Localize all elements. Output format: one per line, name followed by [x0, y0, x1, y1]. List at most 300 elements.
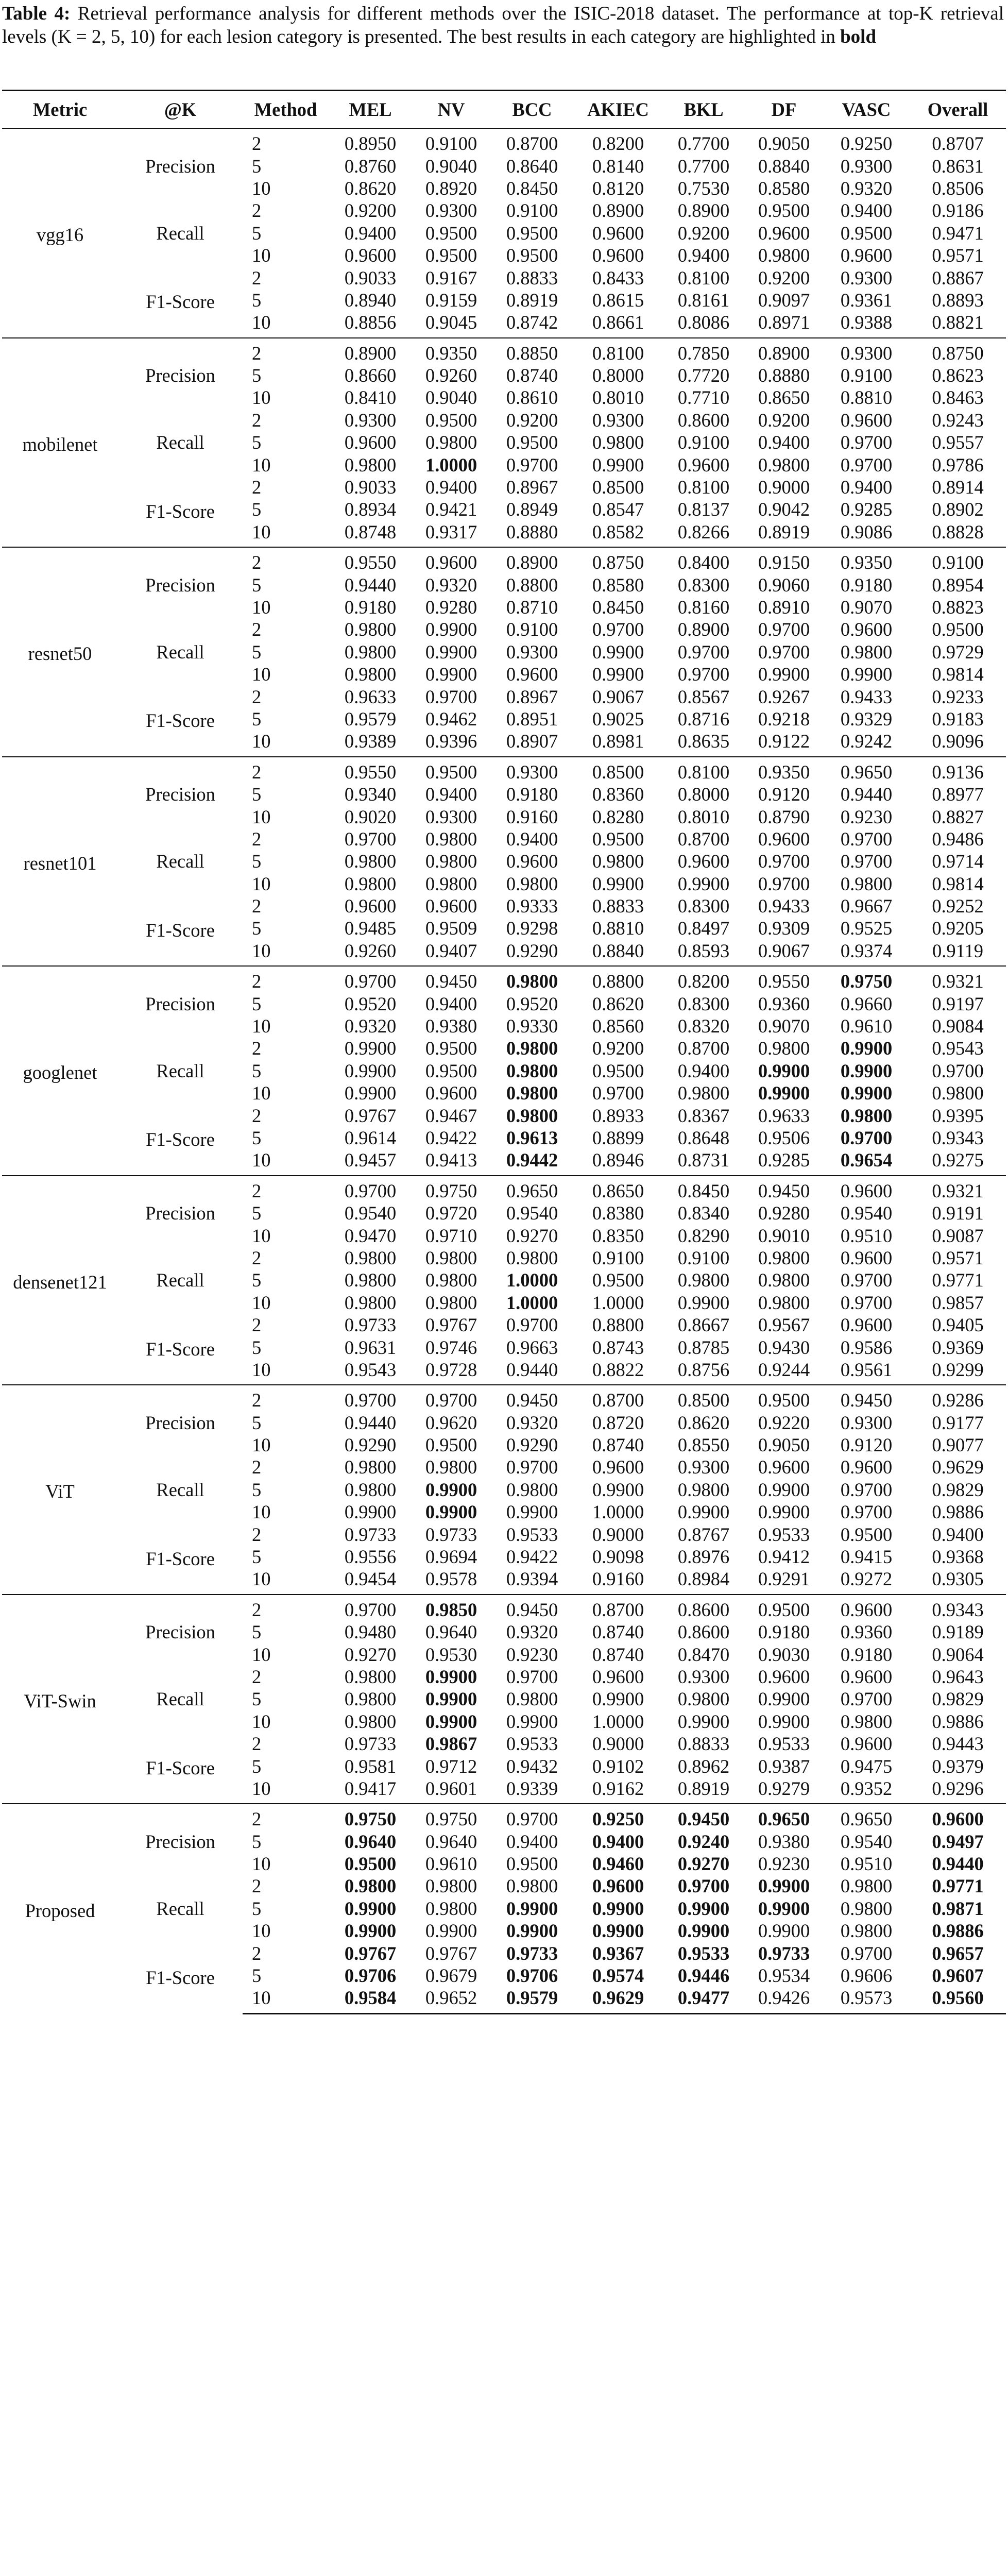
k-value: 2 [243, 1385, 329, 1411]
table-cell: 0.9500 [425, 245, 477, 266]
table-cell: 0.8823 [932, 597, 984, 618]
table-cell: 0.9600 [677, 851, 730, 872]
table-cell: 0.9413 [425, 1149, 477, 1171]
method-name: Proposed [2, 1804, 118, 2013]
table-cell: 0.8700 [677, 828, 730, 850]
table-cell: 0.9440 [932, 1853, 984, 1875]
table-cell: 0.9600 [840, 1247, 893, 1268]
table-cell: 0.9643 [932, 1666, 984, 1687]
table-cell: 0.9663 [506, 1336, 558, 1358]
table-cell: 0.9320 [344, 1015, 397, 1037]
table-row [2, 338, 1006, 364]
table-cell: 0.8100 [574, 338, 662, 364]
table-cell: 0.9573 [823, 1987, 910, 2013]
table-cell: 0.9800 [506, 873, 558, 894]
table-cell: 0.9500 [425, 409, 477, 431]
table-cell: 0.8840 [592, 940, 644, 961]
table-cell: 0.9300 [840, 267, 893, 289]
table-cell: 0.9900 [592, 1897, 644, 1919]
table-cell: 0.9700 [932, 1060, 984, 1081]
table-cell: 0.9700 [840, 1501, 893, 1523]
table-cell: 0.8967 [506, 686, 558, 707]
table-cell: 0.9700 [840, 828, 893, 850]
table-cell: 0.9900 [758, 1082, 810, 1104]
table-cell: 0.9025 [592, 708, 644, 730]
table-cell: 0.9000 [592, 1523, 644, 1545]
table-cell: 0.8661 [592, 312, 644, 333]
table-cell: 0.9097 [758, 289, 810, 311]
table-cell: 0.9800 [344, 1479, 397, 1500]
table-cell: 0.8010 [592, 387, 644, 409]
table-cell: 0.7850 [662, 338, 745, 364]
header-method: Method [243, 91, 329, 129]
table-cell: 0.9700 [592, 1082, 644, 1104]
table-cell: 0.8580 [592, 574, 644, 596]
table-cell: 0.9477 [662, 1987, 745, 2013]
table-cell: 0.9574 [592, 1965, 644, 1987]
table-cell: 0.9040 [425, 155, 477, 177]
table-cell: 0.9900 [425, 1920, 477, 1942]
table-cell: 0.9600 [412, 547, 490, 573]
metric-label: Precision [118, 547, 243, 618]
table-cell: 0.9600 [840, 1456, 893, 1478]
table-cell: 0.9300 [840, 1412, 893, 1433]
table-cell: 0.9700 [758, 851, 810, 872]
table-cell: 0.9540 [840, 1202, 893, 1224]
table-row [2, 757, 1006, 783]
table-cell: 0.9610 [425, 1853, 477, 1875]
table-cell: 0.9900 [592, 1479, 644, 1500]
table-cell: 0.9557 [932, 432, 984, 453]
table-cell: 0.8720 [592, 1412, 644, 1433]
k-value: 2 [252, 619, 262, 640]
table-cell: 0.8010 [677, 806, 730, 827]
header-k: @K [118, 91, 243, 129]
table-cell: 0.9450 [823, 1385, 910, 1411]
table-cell: 1.0000 [425, 454, 477, 476]
table-cell: 0.7700 [677, 133, 730, 155]
k-value: 10 [252, 1920, 271, 1942]
table-cell: 0.8560 [592, 1015, 644, 1037]
table-cell: 0.9800 [425, 1456, 477, 1478]
table-cell: 0.9771 [932, 1269, 984, 1291]
table-cell: 0.8660 [344, 365, 397, 386]
table-cell: 0.9700 [506, 1456, 558, 1478]
table-cell: 0.8750 [574, 547, 662, 573]
table-cell: 0.9042 [758, 499, 810, 520]
table-cell: 0.9700 [425, 686, 477, 707]
k-value: 5 [252, 1060, 262, 1081]
table-cell: 0.9470 [344, 1225, 397, 1246]
metric-label: Recall [156, 851, 204, 872]
table-cell: 0.9700 [758, 641, 810, 663]
table-cell: 0.8748 [344, 521, 397, 543]
table-cell: 0.8506 [932, 177, 984, 199]
table-cell: 0.9250 [574, 1804, 662, 1830]
table-cell: 0.9652 [412, 1987, 490, 2013]
table-cell: 0.9450 [662, 1804, 745, 1830]
table-cell: 0.8899 [592, 1127, 644, 1148]
k-value: 10 [252, 1225, 271, 1246]
table-cell: 0.9654 [840, 1149, 893, 1171]
k-value: 2 [252, 1875, 262, 1897]
table-cell: 0.9800 [344, 1710, 397, 1732]
table-cell: 0.9300 [506, 641, 558, 663]
table-cell: 0.9900 [344, 1038, 397, 1059]
method-group [2, 547, 1006, 757]
table-cell: 0.8767 [677, 1523, 730, 1545]
method-group [2, 1595, 1006, 1804]
metric-label: F1-Score [146, 500, 215, 522]
table-cell: 0.9086 [840, 521, 893, 543]
table-cell: 0.9433 [758, 895, 810, 917]
table-cell: 0.8900 [329, 338, 412, 364]
table-cell: 0.9290 [506, 940, 558, 961]
table-cell: 0.9450 [490, 1385, 574, 1411]
metric-label: Recall [156, 641, 204, 663]
table-cell: 0.9300 [490, 757, 574, 783]
table-cell: 0.9900 [840, 1060, 893, 1081]
table-cell: 0.8833 [592, 895, 644, 917]
table-cell: 0.9506 [758, 1127, 810, 1148]
table-cell: 0.8200 [662, 966, 745, 992]
table-cell: 0.8981 [592, 731, 644, 752]
k-value: 2 [243, 757, 329, 783]
table-cell: 0.9700 [490, 1804, 574, 1830]
table-cell: 0.9467 [425, 1105, 477, 1126]
table-cell: 0.9767 [425, 1942, 477, 1964]
metric-label: F1-Score [146, 291, 215, 313]
header-metric: Metric [2, 91, 118, 129]
table-cell: 0.8919 [677, 1777, 730, 1799]
table-cell: 0.9485 [344, 918, 397, 939]
table-cell: 0.9070 [758, 1015, 810, 1037]
header-bkl: BKL [662, 91, 745, 129]
table-cell: 0.9500 [840, 1523, 893, 1545]
table-cell: 0.9800 [840, 641, 893, 663]
table-cell: 0.9750 [823, 966, 910, 992]
table-caption [2, 2, 1004, 48]
table-cell: 0.9260 [344, 940, 397, 961]
table-cell: 0.9650 [490, 1176, 574, 1202]
table-cell: 0.9571 [932, 1247, 984, 1268]
table-cell: 0.9600 [840, 409, 893, 431]
table-cell: 0.9040 [425, 387, 477, 409]
table-cell: 0.9733 [344, 1523, 397, 1545]
metric-label: Recall [156, 1060, 204, 1081]
table-cell: 0.9102 [592, 1755, 644, 1777]
table-cell: 0.8731 [677, 1149, 730, 1171]
table-cell: 0.9771 [932, 1875, 984, 1897]
table-cell: 0.9578 [425, 1568, 477, 1590]
table-cell: 0.9230 [758, 1853, 810, 1875]
k-value: 5 [252, 1336, 262, 1358]
table-cell: 0.8635 [677, 731, 730, 752]
table-cell: 0.8450 [592, 597, 644, 618]
table-cell: 0.9700 [840, 432, 893, 453]
metric-label: Precision [118, 1176, 243, 1247]
metric-label: Precision [118, 1595, 243, 1666]
table-cell: 0.8100 [662, 757, 745, 783]
table-cell: 0.9633 [344, 686, 397, 707]
table-cell: 0.8500 [662, 1385, 745, 1411]
table-cell: 0.9800 [758, 1247, 810, 1268]
table-cell: 0.9700 [840, 1479, 893, 1500]
k-value: 2 [243, 547, 329, 573]
table-cell: 0.8600 [677, 1621, 730, 1643]
table-cell: 0.9700 [506, 1314, 558, 1336]
k-value: 5 [252, 1965, 262, 1987]
table-cell: 0.9600 [840, 1666, 893, 1687]
k-value: 5 [252, 1621, 262, 1643]
table-cell: 0.9900 [677, 1292, 730, 1313]
table-cell: 0.9290 [344, 1434, 397, 1456]
table-cell: 0.9733 [425, 1523, 477, 1545]
k-value: 2 [252, 267, 262, 289]
table-row [2, 1595, 1006, 1621]
table-cell: 0.9412 [758, 1546, 810, 1568]
table-cell: 0.9291 [758, 1568, 810, 1590]
table-cell: 0.9800 [840, 1105, 893, 1126]
table-cell: 0.9640 [425, 1831, 477, 1852]
table-cell: 0.9343 [932, 1127, 984, 1148]
table-cell: 0.8620 [344, 177, 397, 199]
header-vasc: VASC [823, 91, 910, 129]
method-name: resnet101 [2, 757, 118, 967]
k-value: 10 [252, 245, 271, 266]
table-cell: 0.9030 [758, 1643, 810, 1665]
k-value: 2 [252, 828, 262, 850]
table-cell: 0.8867 [932, 267, 984, 289]
table-cell: 0.9550 [745, 966, 823, 992]
table-cell: 0.8800 [574, 966, 662, 992]
table-cell: 0.9600 [823, 1176, 910, 1202]
table-cell: 0.9460 [592, 1853, 644, 1875]
metric-label: F1-Score [146, 1757, 215, 1779]
table-cell: 0.9606 [840, 1965, 893, 1987]
table-cell: 0.9300 [344, 409, 397, 431]
k-value: 10 [243, 1987, 329, 2013]
table-cell: 0.9350 [823, 547, 910, 573]
k-value: 5 [252, 1897, 262, 1919]
table-cell: 0.9440 [840, 784, 893, 805]
table-cell: 0.9122 [758, 731, 810, 752]
table-cell: 0.9000 [592, 1733, 644, 1755]
table-cell: 0.9800 [758, 454, 810, 476]
table-cell: 0.9329 [840, 708, 893, 730]
k-value: 10 [252, 1643, 271, 1665]
k-value: 2 [252, 1038, 262, 1059]
table-cell: 0.9388 [840, 312, 893, 333]
table-cell: 0.9700 [329, 1176, 412, 1202]
table-cell: 0.9700 [758, 873, 810, 894]
table-cell: 0.9629 [574, 1987, 662, 2013]
table-cell: 0.8914 [932, 477, 984, 498]
table-cell: 0.8640 [506, 155, 558, 177]
table-cell: 0.9900 [344, 1501, 397, 1523]
table-cell: 0.9020 [344, 806, 397, 827]
method-name: vgg16 [36, 224, 84, 246]
table-cell: 0.9660 [840, 993, 893, 1014]
table-cell: 0.9309 [758, 918, 810, 939]
table-cell: 0.9814 [932, 873, 984, 894]
table-cell: 0.9800 [592, 432, 644, 453]
k-value: 5 [252, 1202, 262, 1224]
table-cell: 0.9700 [840, 1688, 893, 1710]
table-cell: 0.8750 [910, 338, 1006, 364]
metric-label: F1-Score [146, 1129, 215, 1150]
table-cell: 1.0000 [592, 1292, 644, 1313]
method-name: resnet50 [2, 547, 118, 757]
table-cell: 0.9500 [425, 222, 477, 244]
table-cell: 0.9900 [677, 1501, 730, 1523]
table-cell: 0.9339 [506, 1777, 558, 1799]
table-cell: 0.9534 [758, 1965, 810, 1987]
metric-label: Precision [118, 1804, 243, 1875]
table-cell: 0.9096 [932, 731, 984, 752]
table-cell: 0.9100 [677, 432, 730, 453]
table-cell: 0.9500 [425, 1060, 477, 1081]
table-cell: 0.9400 [506, 828, 558, 850]
table-cell: 0.9379 [932, 1755, 984, 1777]
table-cell: 0.9159 [425, 289, 477, 311]
table-cell: 0.9360 [758, 993, 810, 1014]
table-cell: 0.9177 [932, 1412, 984, 1433]
table-cell: 0.9800 [425, 1897, 477, 1919]
table-cell: 0.9100 [910, 547, 1006, 573]
table-cell: 0.9767 [344, 1942, 397, 1964]
table-cell: 0.9457 [344, 1149, 397, 1171]
table-cell: 0.9729 [932, 641, 984, 663]
table-cell: 0.9400 [840, 477, 893, 498]
table-cell: 0.9800 [677, 1479, 730, 1500]
table-cell: 0.9700 [344, 828, 397, 850]
table-cell: 0.9800 [677, 1688, 730, 1710]
table-cell: 0.8856 [344, 312, 397, 333]
table-cell: 0.9400 [506, 1831, 558, 1852]
table-cell: 0.9233 [932, 686, 984, 707]
table-cell: 0.8600 [662, 1595, 745, 1621]
table-cell: 0.9667 [840, 895, 893, 917]
k-value: 10 [252, 1149, 271, 1171]
table-cell: 0.9440 [344, 1412, 397, 1433]
table-cell: 0.9800 [344, 851, 397, 872]
table-cell: 0.8880 [506, 521, 558, 543]
table-cell: 0.9900 [425, 641, 477, 663]
k-value: 10 [252, 1434, 271, 1456]
table-cell: 0.8567 [677, 686, 730, 707]
table-cell: 0.9150 [745, 547, 823, 573]
table-cell: 0.8650 [758, 387, 810, 409]
table-cell: 0.9367 [592, 1942, 644, 1964]
table-cell: 0.9033 [344, 477, 397, 498]
table-cell: 0.9267 [758, 686, 810, 707]
table-cell: 0.8631 [932, 155, 984, 177]
table-cell: 0.9087 [932, 1225, 984, 1246]
table-cell: 0.9400 [677, 1060, 730, 1081]
table-cell: 0.8946 [592, 1149, 644, 1171]
table-cell: 0.9500 [592, 828, 644, 850]
table-cell: 0.9200 [506, 409, 558, 431]
table-cell: 0.9450 [412, 966, 490, 992]
table-cell: 0.9270 [677, 1853, 730, 1875]
table-cell: 0.8667 [677, 1314, 730, 1336]
table-cell: 0.9600 [425, 895, 477, 917]
table-cell: 0.9321 [910, 1176, 1006, 1202]
method-name: mobilenet [2, 338, 118, 548]
k-value: 2 [252, 200, 262, 222]
table-cell: 0.9600 [506, 851, 558, 872]
table-cell: 0.8140 [592, 155, 644, 177]
table-cell: 0.9300 [425, 200, 477, 222]
table-cell: 0.9800 [344, 1875, 397, 1897]
table-cell: 0.9800 [425, 1269, 477, 1291]
table-row [2, 618, 1006, 640]
table-cell: 0.9500 [745, 1595, 823, 1621]
table-cell: 0.9886 [932, 1501, 984, 1523]
table-cell: 0.8976 [677, 1546, 730, 1568]
metric-label: F1-Score [146, 919, 215, 941]
table-cell: 0.9800 [344, 619, 397, 640]
table-cell: 0.9350 [412, 338, 490, 364]
table-cell: 0.8450 [506, 177, 558, 199]
table-cell: 0.9800 [344, 873, 397, 894]
method-group [2, 338, 1006, 548]
table-cell: 0.9394 [506, 1568, 558, 1590]
table-cell: 0.9533 [677, 1942, 730, 1964]
table-cell: 0.9900 [592, 1688, 644, 1710]
table-cell: 0.8450 [662, 1176, 745, 1202]
metric-label: Precision [118, 757, 243, 828]
table-cell: 0.9421 [425, 499, 477, 520]
k-value: 10 [252, 1710, 271, 1732]
table-cell: 0.9243 [932, 409, 984, 431]
table-cell: 0.9540 [506, 1202, 558, 1224]
table-row [2, 1176, 1006, 1202]
table-cell: 0.8280 [592, 806, 644, 827]
table-cell: 0.9500 [840, 222, 893, 244]
table-cell: 0.9900 [758, 1060, 810, 1081]
k-value: 10 [252, 1501, 271, 1523]
table-cell: 0.9900 [425, 664, 477, 685]
table-cell: 0.9298 [506, 918, 558, 939]
table-cell: 0.8902 [932, 499, 984, 520]
table-cell: 0.9272 [840, 1568, 893, 1590]
table-cell: 0.9800 [506, 1688, 558, 1710]
k-value: 5 [252, 222, 262, 244]
table-cell: 0.9300 [677, 1456, 730, 1478]
table-cell: 0.9242 [840, 731, 893, 752]
method-group [2, 757, 1006, 967]
table-cell: 0.9586 [840, 1336, 893, 1358]
table-cell: 0.9320 [425, 574, 477, 596]
table-cell: 0.9900 [840, 664, 893, 685]
header-nv: NV [412, 91, 490, 129]
table-cell: 0.9500 [506, 432, 558, 453]
k-value: 2 [243, 1176, 329, 1202]
method-group [2, 966, 1006, 1176]
table-cell: 0.9733 [344, 1733, 397, 1755]
table-cell: 0.9900 [344, 1060, 397, 1081]
table-cell: 0.9800 [344, 1247, 397, 1268]
table-cell: 0.9540 [840, 1831, 893, 1852]
table-cell: 0.8984 [677, 1568, 730, 1590]
k-value: 10 [252, 521, 271, 543]
table-cell: 0.9850 [412, 1595, 490, 1621]
table-cell: 0.9064 [932, 1643, 984, 1665]
table-cell: 0.9500 [506, 1853, 558, 1875]
k-value: 10 [252, 1853, 271, 1875]
